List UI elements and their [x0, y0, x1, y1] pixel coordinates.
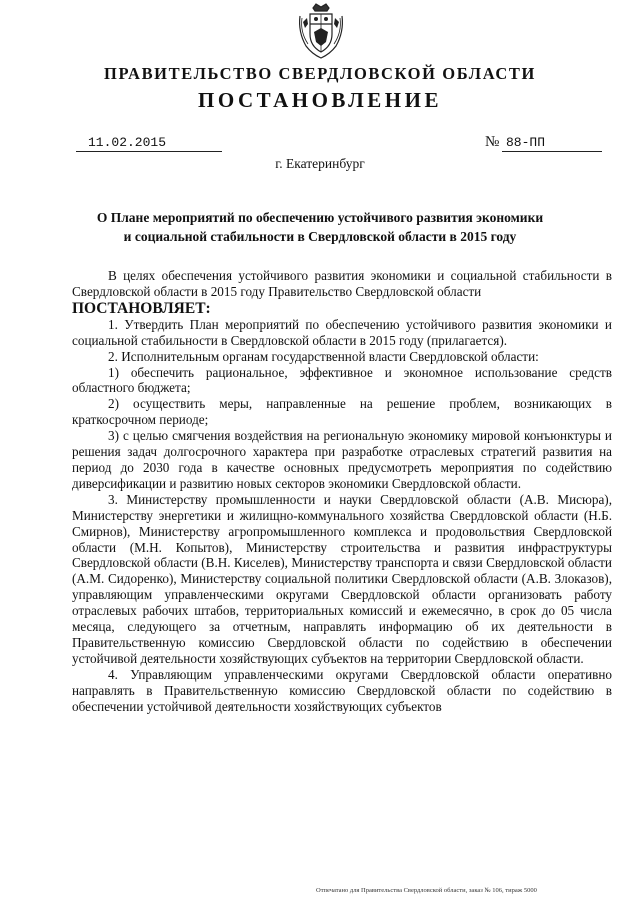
title-line-2: и социальной стабильности в Свердловской области в 2015 году	[123, 229, 517, 244]
resolves-heading: ПОСТАНОВЛЯЕТ:	[72, 299, 211, 317]
document-body	[72, 268, 612, 714]
paragraph-1: 1. Утвердить План мероприятий по обеспечению устойчивого развития экономики и социальной стабильности в Свердловской области в 2015 году (прилагается).	[72, 316, 612, 348]
document-title	[75, 208, 565, 246]
paragraph-4: 4. Управляющим управленческими округами Свердловской области оперативно направлять в Правительственную комиссию Свердловской области по содействию в обеспечении устойчивой деятельности хозяйствующих субъектов	[72, 666, 612, 714]
city: г. Екатеринбург	[275, 156, 365, 171]
document-number: 88-ПП	[502, 135, 602, 152]
title-line-1: О Плане мероприятий по обеспечению устойчивого развития экономики	[96, 210, 544, 225]
preamble: В целях обеспечения устойчивого развития экономики и социальной стабильности в Свердловской области в 2015 году Правительство Свердловской области	[72, 268, 612, 299]
paragraph-2-item-1: 1) обеспечить рациональное, эффективное и экономное использование средств областного бюджета;	[72, 364, 612, 396]
number-sign: №	[485, 134, 500, 150]
paragraph-2: 2. Исполнительным органам государственной власти Свердловской области:	[108, 348, 539, 364]
paragraph-2-item-2: 2) осуществить меры, направленные на решение проблем, возникающих в краткосрочном периоде;	[72, 396, 612, 428]
document-type: ПОСТАНОВЛЕНИЕ	[198, 88, 442, 112]
document-date: 11.02.2015	[76, 135, 222, 152]
coat-of-arms-icon	[296, 2, 346, 60]
print-note: Отпечатано для Правительства Свердловской области, заказ № 106, тираж 5000	[316, 887, 537, 894]
paragraph-2-item-3: 3) с целью смягчения воздействия на региональную экономику мировой конъюнктуры и решения задач долгосрочного характера при разработке отраслевых стратегий развития на период до 2030 года в качестве основных предусмотреть мероприятия по содействию диверсификации и развитию новых секторов экономики Свердловской области.	[72, 428, 612, 491]
organization-name: ПРАВИТЕЛЬСТВО СВЕРДЛОВСКОЙ ОБЛАСТИ	[104, 64, 536, 83]
paragraph-3: 3. Министерству промышленности и науки Свердловской области (А.В. Мисюра), Министерству энергетики и жилищно-коммунального хозяйства Свердловской области (Н.Б. Смирнов), Министерству агропромышленного комплекса и продовольствия Свердловской области (М.Н. Копытов), Министерству строительства и развития инфраструктуры Свердловской области (В.Н. Киселев), Министерству транспорта и связи Свердловской области (А.М. Сидоренко), Министерству социальной политики Свердловской области (А.В. Злоказов), управляющим управленческими округами Свердловской области организовать работу отраслевых рабочих штабов, территориальных комиссий и ежемесячно, в срок до 05 числа месяца, следующего за отчетным, направлять информацию об их деятельности в Правительственную комиссию Свердловской области по содействию в обеспечении устойчивой деятельности хозяйствующих субъектов на территории Свердловской области.	[72, 491, 612, 666]
